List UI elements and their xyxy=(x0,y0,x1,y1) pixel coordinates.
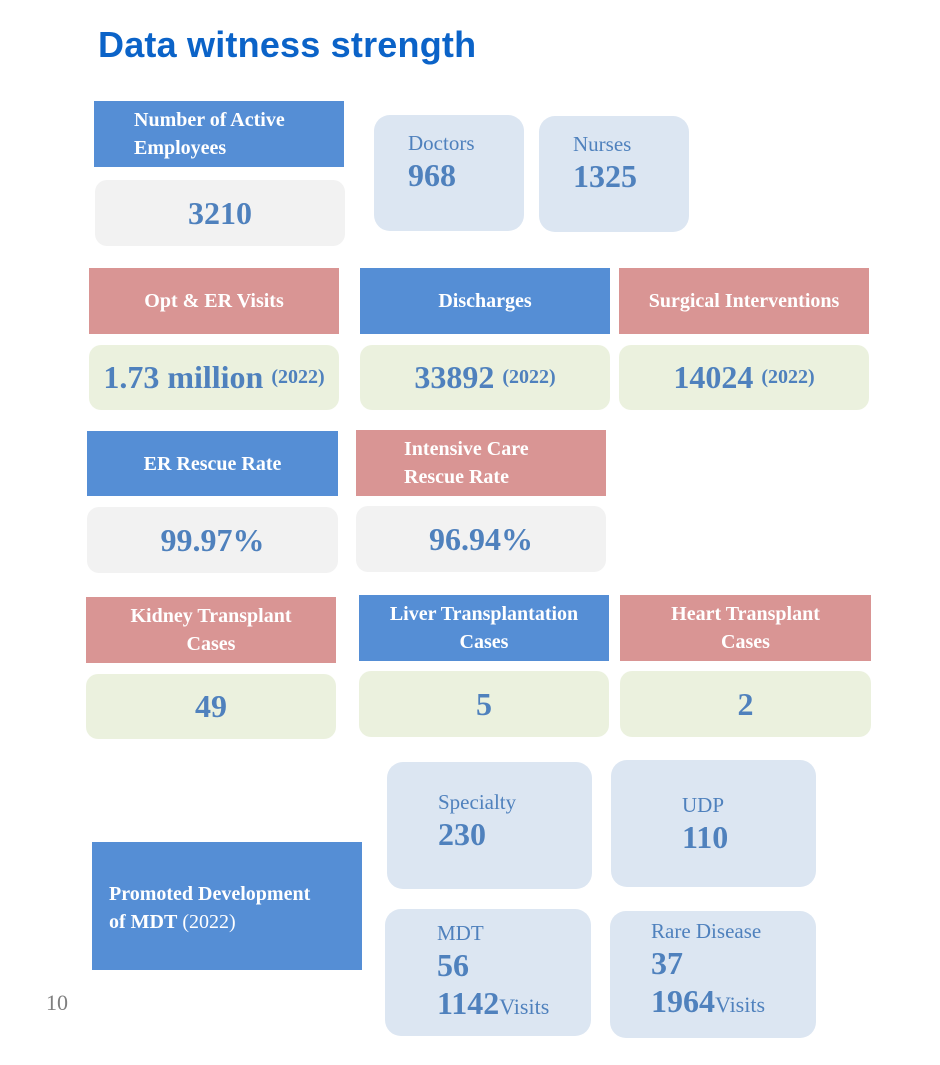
kidney-header xyxy=(86,597,336,663)
udp-card xyxy=(611,760,816,887)
page-title: Data witness strength xyxy=(98,24,477,65)
discharges-year: (2022) xyxy=(502,366,556,388)
discharges-number: 33892 xyxy=(414,359,495,395)
mdt-block-year: (2022) xyxy=(182,911,236,933)
specialty-value: 230 xyxy=(438,816,486,852)
kidney-header-line2: Cases xyxy=(186,633,236,655)
employees-header-line2: Employees xyxy=(134,137,227,159)
employees-header-line1: Number of Active xyxy=(134,109,285,131)
doctors-value: 968 xyxy=(408,157,456,193)
doctors-card xyxy=(374,115,524,231)
mdt-visits-number: 1142 xyxy=(437,985,500,1021)
opt-er-year: (2022) xyxy=(271,366,325,388)
employees-header xyxy=(94,101,344,167)
rare-disease-card xyxy=(610,911,816,1038)
rare-disease-visits-unit: Visits xyxy=(715,992,766,1017)
liver-value: 5 xyxy=(359,671,609,737)
udp-label: UDP xyxy=(682,793,725,817)
icu-rescue-value: 96.94% xyxy=(356,506,606,572)
rare-disease-visits-number: 1964 xyxy=(651,983,715,1019)
mdt-visits-unit: Visits xyxy=(499,994,550,1019)
er-rescue-value: 99.97% xyxy=(87,507,338,573)
rare-disease-visits xyxy=(651,982,816,1024)
heart-header xyxy=(620,595,871,661)
surgical-value xyxy=(619,345,869,410)
heart-header-line1: Heart Transplant xyxy=(671,603,820,625)
employees-value: 3210 xyxy=(95,180,345,246)
surgical-header: Surgical Interventions xyxy=(619,268,869,334)
kidney-value: 49 xyxy=(86,674,336,739)
mdt-block-line1: Promoted Development xyxy=(109,883,311,905)
mdt-value: 56 xyxy=(437,947,469,983)
specialty-label: Specialty xyxy=(438,790,517,814)
heart-value: 2 xyxy=(620,671,871,737)
page-number: 10 xyxy=(46,990,68,1015)
opt-er-header: Opt & ER Visits xyxy=(89,268,339,334)
liver-header-line2: Cases xyxy=(459,631,509,653)
surgical-year: (2022) xyxy=(761,366,815,388)
nurses-value: 1325 xyxy=(573,158,637,194)
opt-er-value xyxy=(89,345,339,410)
nurses-label: Nurses xyxy=(573,132,632,156)
nurses-card xyxy=(539,116,689,232)
mdt-block-line2: of MDT xyxy=(109,911,178,933)
discharges-value xyxy=(360,345,610,410)
er-rescue-header: ER Rescue Rate xyxy=(87,431,338,496)
specialty-card xyxy=(387,762,592,889)
heart-header-line2: Cases xyxy=(721,631,770,653)
opt-er-number: 1.73 million xyxy=(103,359,264,395)
mdt-visits xyxy=(437,984,591,1026)
discharges-header: Discharges xyxy=(360,268,610,334)
rare-disease-value: 37 xyxy=(651,945,683,981)
mdt-development-block xyxy=(92,842,362,970)
kidney-header-line1: Kidney Transplant xyxy=(130,605,292,627)
doctors-label: Doctors xyxy=(408,131,475,155)
udp-value: 110 xyxy=(682,819,729,855)
icu-rescue-header-line1: Intensive Care xyxy=(404,438,529,460)
icu-rescue-header xyxy=(356,430,606,496)
mdt-label: MDT xyxy=(437,921,484,945)
liver-header-line1: Liver Transplantation xyxy=(389,603,579,625)
liver-header xyxy=(359,595,609,661)
rare-disease-label: Rare Disease xyxy=(651,919,762,943)
mdt-card xyxy=(385,909,591,1036)
surgical-number: 14024 xyxy=(673,359,754,395)
icu-rescue-header-line2: Rescue Rate xyxy=(404,466,509,488)
